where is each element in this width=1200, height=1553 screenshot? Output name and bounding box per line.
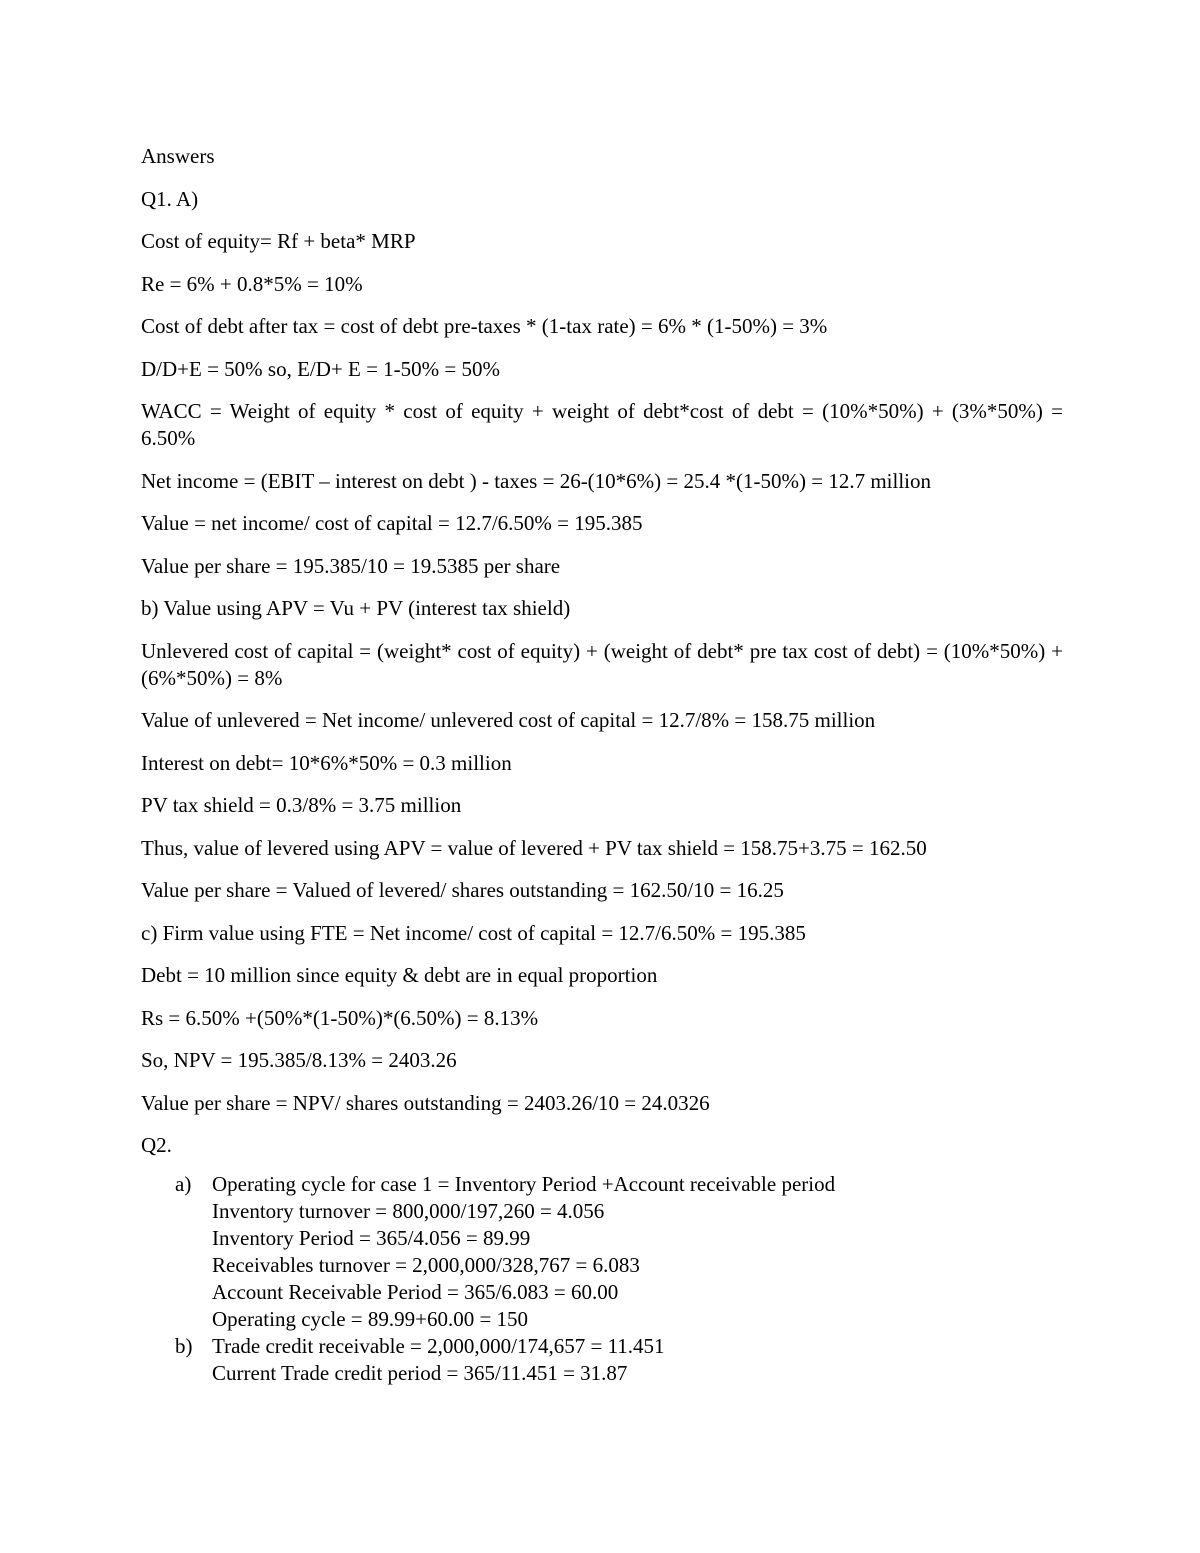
document-page — [141, 143, 1063, 1387]
answers-heading: Answers — [141, 144, 215, 168]
q2-answer-list — [141, 1171, 1063, 1387]
value-per-share: Value per share = 195.385/10 = 19.5385 per share — [141, 553, 561, 578]
pv-tax-shield: PV tax shield = 0.3/8% = 3.75 million — [141, 793, 462, 817]
net-income-calculation: Net income = (EBIT – interest on debt ) - taxes = 26-(10*6%) = 25.4 *(1-50%) = 12.7 million — [141, 468, 931, 493]
inventory-turnover: Inventory turnover = 800,000/197,260 = 4.056 — [212, 1199, 605, 1223]
operating-cycle-result: Operating cycle = 89.99+60.00 = 150 — [212, 1307, 529, 1331]
cost-of-equity-formula: Cost of equity= Rf + beta* MRP — [141, 229, 416, 253]
value-levered-apv: Thus, value of levered using APV = value of levered + PV tax shield = 158.75+3.75 = 162.50 — [141, 835, 927, 860]
list-item — [141, 1333, 1063, 1387]
unlevered-cost-of-capital: Unlevered cost of capital = (weight* cost of equity) + (weight of debt* pre tax cost of debt) = (10%*50%) + (6%*50%) = 8% — [141, 638, 1063, 690]
inventory-period: Inventory Period = 365/4.056 = 89.99 — [212, 1226, 531, 1250]
value-per-share-apv: Value per share = Valued of levered/ shares outstanding = 162.50/10 = 16.25 — [141, 878, 784, 902]
value-calculation: Value = net income/ cost of capital = 12.7/6.50% = 195.385 — [141, 511, 643, 535]
receivables-turnover: Receivables turnover = 2,000,000/328,767 = 6.083 — [212, 1253, 640, 1277]
list-marker: b) — [175, 1334, 193, 1358]
debt-statement: Debt = 10 million since equity & debt are in equal proportion — [141, 963, 658, 987]
q1-b-apv-heading: b) Value using APV = Vu + PV (interest tax shield) — [141, 596, 571, 620]
cost-of-debt-calculation: Cost of debt after tax = cost of debt pre-taxes * (1-tax rate) = 6% * (1-50%) = 3% — [141, 314, 828, 338]
interest-on-debt: Interest on debt= 10*6%*50% = 0.3 million — [141, 750, 512, 775]
re-calculation: Re = 6% + 0.8*5% = 10% — [141, 271, 363, 296]
trade-credit-receivable: Trade credit receivable = 2,000,000/174,657 = 11.451 — [212, 1334, 665, 1358]
list-marker: a) — [175, 1172, 192, 1196]
q1-c-fte-heading: c) Firm value using FTE = Net income/ cost of capital = 12.7/6.50% = 195.385 — [141, 920, 806, 945]
q1-a-heading: Q1. A) — [141, 186, 199, 211]
q2-heading: Q2. — [141, 1133, 172, 1157]
debt-equity-ratio: D/D+E = 50% so, E/D+ E = 1-50% = 50% — [141, 356, 501, 381]
operating-cycle-formula: Operating cycle for case 1 = Inventory Period +Account receivable period — [212, 1172, 836, 1196]
rs-calculation: Rs = 6.50% +(50%*(1-50%)*(6.50%) = 8.13% — [141, 1005, 539, 1030]
value-per-share-fte: Value per share = NPV/ shares outstanding = 2403.26/10 = 24.0326 — [141, 1090, 710, 1115]
wacc-calculation: WACC = Weight of equity * cost of equity + weight of debt*cost of debt = (10%*50%) + (3%*50%) = 6.50% — [141, 399, 1063, 450]
value-of-unlevered: Value of unlevered = Net income/ unlevered cost of capital = 12.7/8% = 158.75 million — [141, 708, 876, 732]
account-receivable-period: Account Receivable Period = 365/6.083 = 60.00 — [212, 1280, 619, 1304]
npv-calculation: So, NPV = 195.385/8.13% = 2403.26 — [141, 1048, 457, 1072]
trade-credit-period: Current Trade credit period = 365/11.451 = 31.87 — [212, 1361, 628, 1385]
list-item — [141, 1171, 1063, 1333]
